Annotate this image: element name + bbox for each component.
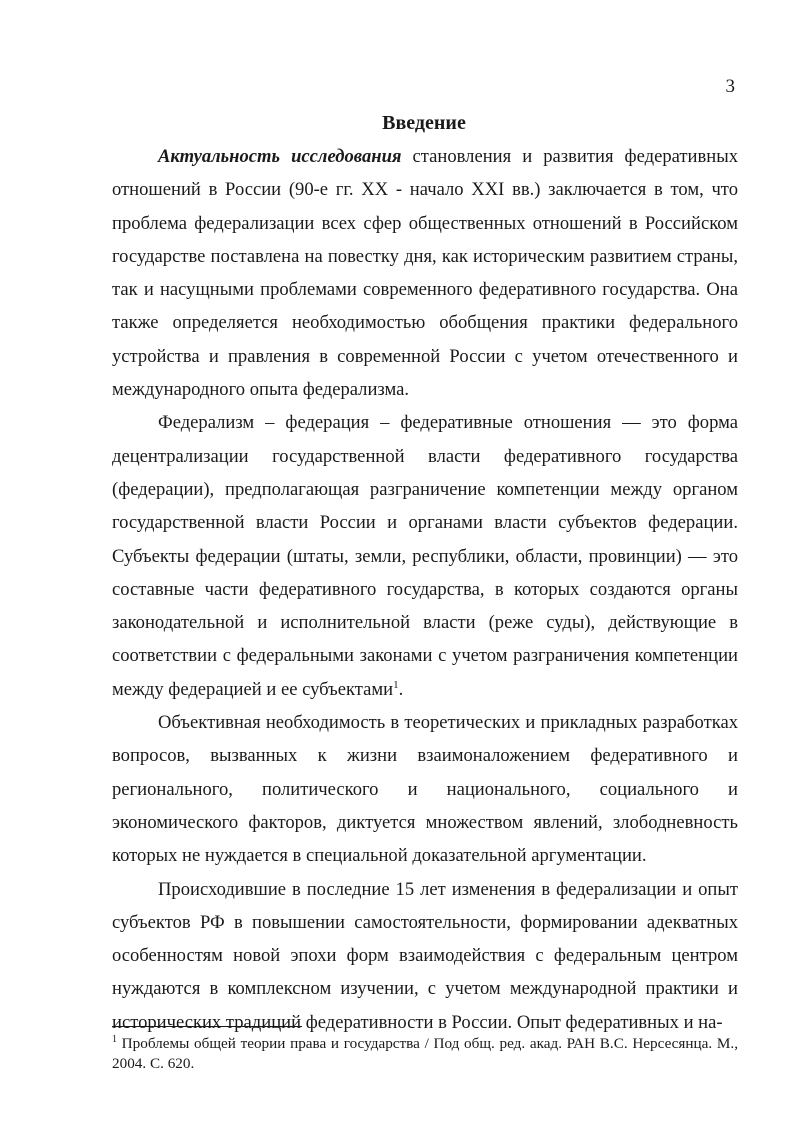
paragraph-1-text: становления и развития федеративных отношений в России (90-е гг. XX - начало XXI вв.) заключается в том, что проблема федерализации всех сфер общественных отношений в Российском государстве поставлена на повестку дня, как историческим развитием страны, так и насущными проблемами современного федеративного государства. Она также определяется необходимостью обобщения практики федерального устройства и правления в современной России с учетом отечественного и международного опыта федерализма. bbox=[112, 146, 738, 401]
paragraph-1-lead: Актуальность исследования bbox=[158, 146, 402, 167]
paragraph-3 bbox=[112, 706, 738, 872]
paragraph-4-text: Происходившие в последние 15 лет изменения в федерализации и опыт субъектов РФ в повышении самостоятельности, формировании адекватных особенностям новой эпохи форм взаимодействия с федеральным центром нуждаются в комплексном изучении, с учетом международной практики и исторических традиций федеративности в России. Опыт федеративных и на- bbox=[112, 878, 738, 1033]
footnote-marker: 1 bbox=[112, 1033, 117, 1045]
footnote bbox=[112, 1034, 738, 1074]
body-text bbox=[112, 140, 738, 1039]
footnote-text: Проблемы общей теории права и государства / Под общ. ред. акад. РАН В.С. Нерсесянца. М., 2004. С. 620. bbox=[112, 1035, 738, 1072]
paragraph-4 bbox=[112, 873, 738, 1039]
footnote-divider bbox=[112, 1026, 302, 1027]
page-title: Введение bbox=[382, 112, 466, 134]
paragraph-3-text: Объективная необходимость в теоретических и прикладных разработках вопросов, вызванных к жизни взаимоналожением федеративного и регионального, политического и национального, социального и экономического факторов, диктуется множеством явлений, злободневность которых не нуждается в специальной доказательной аргументации. bbox=[112, 712, 738, 867]
paragraph-2-tail: . bbox=[398, 678, 404, 700]
paragraph-1 bbox=[112, 140, 738, 406]
page-number: 3 bbox=[725, 76, 735, 97]
paragraph-2-text: Федерализм – федерация – федеративные отношения — это форма децентрализации государственной власти федеративного государства (федерации), предполагающая разграничение компетенции между органом государственной власти России и органами власти субъектов федерации. Субъекты федерации (штаты, земли, республики, области, провинции) — это составные части федеративного государства, в которых создаются органы законодательной и исполнительной власти (реже суды), действующие в соответствии с федеральными законами с учетом разграничения компетенции между федерацией и ее субъектами bbox=[112, 412, 738, 700]
paragraph-2 bbox=[112, 406, 738, 706]
footnote-reference[interactable]: 1 bbox=[393, 678, 399, 691]
